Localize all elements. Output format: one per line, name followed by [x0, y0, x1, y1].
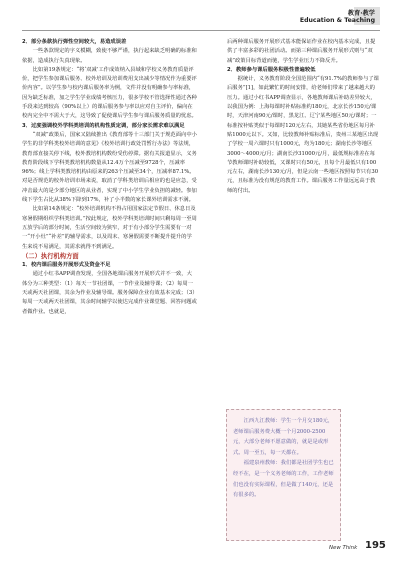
right-column [227, 38, 380, 196]
paragraph: 通过小红书APP调查发现，全国各地课后服务开展形式并不一致，大体分为三种类型：（1）每天一节社团课，一节作业及辅导课；（2）每周一天或两天社团课，其余为作业及辅导课。服务保障企业有效基本完成；（3）每周一天或两天社团课，其余时间辅学以使达完成作业课堂题、回答问题或者做作业。也就是， [22, 271, 197, 315]
left-column [22, 38, 197, 317]
quote-paragraph: 江西九江教师：学生一个月交180元，老师课后服务费大概一个月2000-2500元，大部分老师不愿意做的，就是是或形式。周一至五，每一天都在。 [233, 418, 334, 456]
section-heading-institutions: （二）执行机构方面 [22, 252, 79, 260]
quote-box [226, 409, 341, 541]
page-number: 195 [365, 540, 386, 551]
section-heading-flexibility: 2．部分条款执行弹性空间较大，易造成误差 [22, 39, 127, 45]
paragraph: 一些条款规定的字义模糊，致使不够严谨，执行起来缺乏明确的标准和依据，造成执行失真现象。 [22, 48, 197, 64]
paragraph: 据统计，义务教育阶段全国范围内“有91.7%的教师参与了课后服务”[1]，如此繁忙的时间安排，给老师们带来了越来越大的压力。通过小红书APP调查显示，各地教师课后补助差异较大，以我国为例：上海每课时补贴标准约180元，北京长沙150元/课时，天津河南90元/课时，黑龙江、辽宁某些地区50元/课时；一标准按补贴类似于每课时120元左右，其她某些省份地区每月补贴1000元以下。又如，比较教师补贴标准后，贵州三某地区出现了学校一周六课时只有1000元，均为180元；湖南长沙等地区3000～4000元/月；湖南长沙31000元/月，最低规标准差在每节教师课时补助较低，又课时只有50元，且每个月最低只有100元左右，湖南长沙130元/月，但是云南一些地区按照每节只有30元，且标准为没有规范的教育工作。课后服务工作量远远高于教师的付出。 [227, 76, 379, 194]
paragraph: “双减”政策后，国家又陆续推出《教育部等十三部门关于规范面向中小学生的非学科类校外培训的意见》《校外培训行政处罚暂行办法》等法规，教育部直接关停下线，校外教培机构数纷受伤停滞。据有关报道显示，义务教育阶段线下学科类教培机构数量从12.4万个压减至9728个，压减率96%；线上学科类教培机构由原来的263个压减至34个，压减率87.1%。对是否规范的校外培训市场来说，取消了学科类培训后相应的也是应急，受冲击最大的是少部分地区的从业者，实现了中小学生学业负担的减轻。参加线下学生占比从38%下降到17%，补了小半数的家长课外培训需求不满。 [22, 131, 197, 204]
page-header [0, 0, 402, 34]
paragraph: 比如第19条规定：“将‘双减’工作成效纳入县域和学校义务教育质量评价，把学生参加课后服务、校外培训及培训费用支出减少等情况作为重要评价内容”。以学生参与校内课后服务率为例，文件并没有明确参与率标准，因为缺乏标准，加之学生学业成绩考核压力，很多学校不管选择性通过各种手段来达到较高（90%以上）的课后服务参与率以应对自主评价，偏向在校内完全中不需大于大，这导致了促使课后学生参与课后服务质量的忧虑。 [22, 66, 197, 120]
section-title-cn: 教育·教学 [347, 10, 375, 17]
paragraph: 比如第14条规定：“校外培训机构不得占用国家法定节假日、休息日及寒暑假期组织学科类培训。”按此规定，校外学科类培训时间只剩每周一至周五放学后的部分时间，生活空间较为狭窄，对于有小部分学生需要有一对一“开小灶”“补差”的辅导需求，以及周末、寒暑假需要不断提升提升的学生来说不易满足，其需求就得不到满足。 [22, 206, 197, 250]
header-rule [22, 30, 380, 31]
footer-brand: New Think [329, 545, 358, 551]
quote-paragraph: 福建泉州教师：我们都是社团学生也已经不在，是一个义务老师的工作，工作老师们也没有实际课程，但是做了140元，还是有很多的。 [233, 460, 334, 499]
paragraph: 后两种课后服务开展形式基本能保证作业在校内基本完成，且提供了丰富多彩的社团活动。而第三种课后服务开展形式则与“双减”政策目标背道而驰，学生学业压力不降反升。 [227, 39, 376, 64]
section-heading-overemphasis: 3．过度强调校外学科类培训的机构性质定调，部分家长需求难以满足 [22, 122, 185, 129]
subsection-heading-forms: 1．校内课后服务开展形式及资金不足 [22, 262, 111, 269]
section-heading-teachers: 2．教师参与课后服务积极性普遍较低 [227, 66, 316, 73]
section-title-en: Education & Teaching [299, 17, 375, 24]
